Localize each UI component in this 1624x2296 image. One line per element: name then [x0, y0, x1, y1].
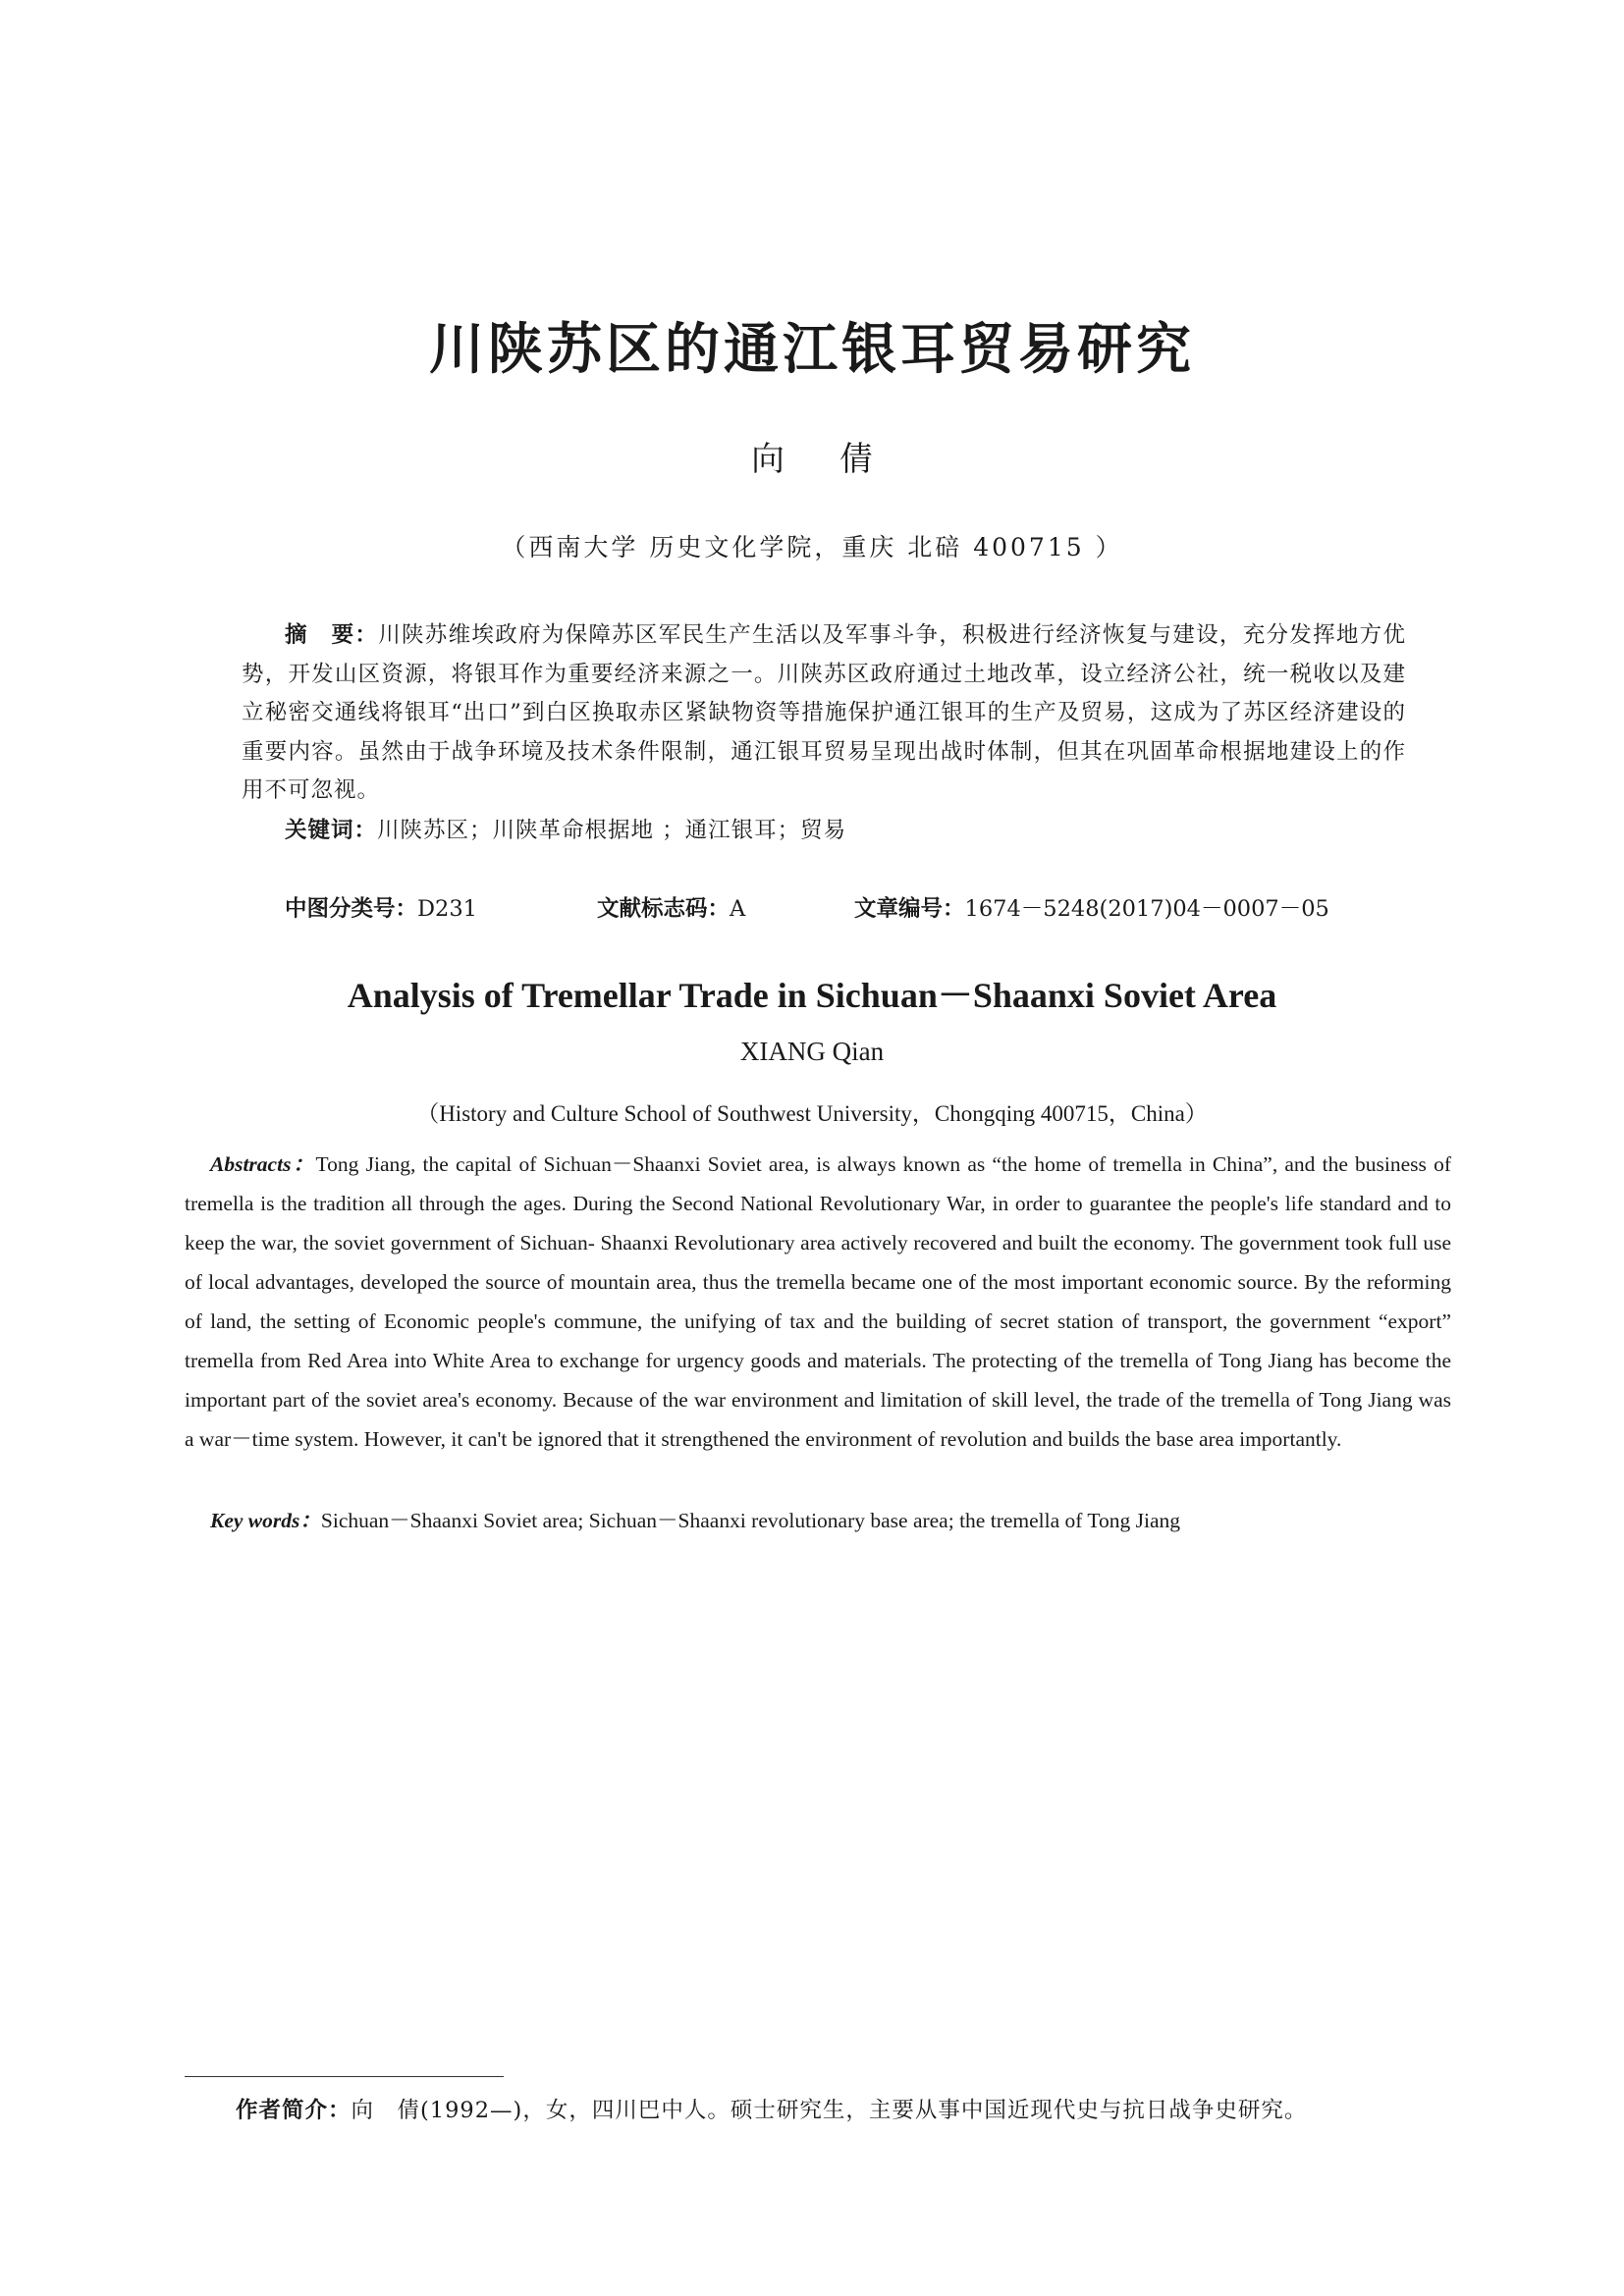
author-bio-text: 向 倩(1992—)，女，四川巴中人。硕士研究生，主要从事中国近现代史与抗日战争史研究。 [351, 2098, 1308, 2123]
author-bio-label: 作者简介： [236, 2098, 352, 2123]
author-bio-footnote [236, 2093, 1414, 2124]
classification-row [285, 891, 1365, 925]
clc-number [285, 891, 477, 923]
document-code-value: A [730, 896, 746, 922]
chinese-author [0, 432, 1624, 480]
chinese-keywords-label: 关键词： [285, 818, 378, 843]
english-affiliation: （History and Culture School of Southwest University，Chongqing 400715，China） [416, 1101, 1208, 1126]
english-title: Analysis of Tremellar Trade in Sichuan－Shaanxi Soviet Area [347, 976, 1277, 1015]
english-keywords-label: Key words： [210, 1509, 321, 1532]
clc-number-label: 中图分类号： [285, 896, 418, 922]
english-keywords [210, 1504, 1447, 1534]
chinese-title: 川陕苏区的通江银耳贸易研究 [429, 317, 1195, 382]
english-author: XIANG Qian [739, 1037, 885, 1066]
document-code [597, 891, 745, 923]
author-family-name: 倩 [839, 440, 873, 479]
english-abstract [185, 1145, 1451, 1459]
chinese-affiliation: （西南大学 历史文化学院，重庆 北碚 400715 ） [501, 533, 1123, 561]
english-abstract-text: Tong Jiang, the capital of Sichuan－Shaanxi Soviet area, is always known as “the home of tremella in China”, and the business of tremella is the tradition all through the ages. During the Second National Revolutionary War, in order to guarantee the people's life standard and to keep the war, the soviet government of Sichuan- Shaanxi Revolutionary area actively recovered and built the economy. The government took full use of local advantages, developed the source of mountain area, thus the tremella became one of the most important economic source. By the reforming of land, the setting of Economic people's commune, the unifying of tax and the building of secret station of transport, the government “export” tremella from Red Area into White Area to exchange for urgency goods and materials. The protecting of the tremella of Tong Jiang has become the important part of the soviet area's economy. Because of the war environment and limitation of skill level, the trade of the tremella of Tong Jiang was a war－time system. However, it can't be ignored that it strengthened the environment of revolution and builds the base area importantly. [185, 1152, 1452, 1451]
author-given-name: 向 [751, 440, 785, 479]
chinese-abstract-text: 川陕苏维埃政府为保障苏区军民生产生活以及军事斗争，积极进行经济恢复与建设，充分发挥地方优势，开发山区资源，将银耳作为重要经济来源之一。川陕苏区政府通过土地改革，设立经济公社，统一税收以及建立秘密交通线将银耳“出口”到白区换取赤区紧缺物资等措施保护通江银耳的生产及贸易，这成为了苏区经济建设的重要内容。虽然由于战争环境及技术条件限制，通江银耳贸易呈现出战时体制，但其在巩固革命根据地建设上的作用不可忽视。 [242, 622, 1406, 804]
english-keywords-text: Sichuan－Shaanxi Soviet area; Sichuan－Shaanxi revolutionary base area; the tremella of Tong Jiang [320, 1509, 1181, 1532]
chinese-keywords [285, 813, 1404, 844]
chinese-keywords-text: 川陕苏区；川陕革命根据地 ；通江银耳；贸易 [377, 818, 847, 843]
document-code-label: 文献标志码： [597, 896, 731, 922]
footnote-divider [185, 2076, 504, 2077]
article-number [854, 891, 1329, 923]
clc-number-value: D231 [417, 896, 478, 922]
article-number-label: 文章编号： [854, 896, 965, 922]
english-abstract-label: Abstracts： [210, 1152, 316, 1176]
chinese-abstract [242, 616, 1406, 811]
chinese-abstract-label: 摘 要： [285, 622, 379, 648]
article-number-value: 1674－5248(2017)04－0007－05 [964, 896, 1329, 922]
